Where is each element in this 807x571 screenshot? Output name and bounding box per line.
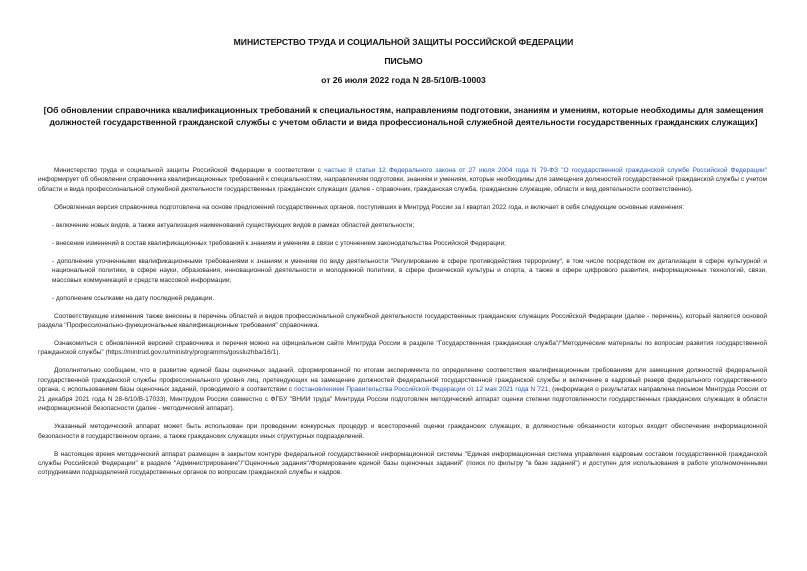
resolution-reference-link[interactable]: постановлением Правительства Российской Федерации от 12 мая 2021 года N 721 — [294, 386, 549, 394]
document-authority: МИНИСТЕРСТВО ТРУДА И СОЦИАЛЬНОЙ ЗАЩИТЫ РОССИЙСКОЙ ФЕДЕРАЦИИ — [233, 37, 574, 47]
document-type: ПИСЬМО — [384, 56, 423, 66]
list-item: - включение новых видов, а также актуализация наименований существующих видов в рамках областей деятельности; — [52, 221, 415, 229]
law-reference-link[interactable]: частью 8 статьи 12 Федерального закона от 27 июля 2004 года N 79-ФЗ "О государственной гражданской службе Российской Федерации" — [324, 167, 767, 174]
paragraph-website: Ознакомиться с обновленной версией справочника и перечня можно на официальном сайте Минтруда России в разделе "Государственная гражданская служба"/"Методические материалы по вопросам развития государственной гражданской службы" (https://mintrud.gov.ru/ministry/programms/gossluzhba/16/1). — [38, 339, 767, 357]
paragraph-placement: В настоящее время методический аппарат размещен в закрытом контуре федеральной государственной информационной системы "Единая информационная система управления кадровым составом государственной гражданской службы Российской Федерации" в разделе "Администрирование"/"Оценочные задания"/Формирование единой базы оценочных заданий" (поиск по фильтру "в базе заданий") и доступен для использования в работе уполномоченными сотрудниками подразделений государственных органов по вопросам гражданской службы и кадров. — [38, 450, 767, 477]
paragraph-intro — [38, 166, 767, 194]
paragraph-text: Министерство труда и социальной защиты Российской Федерации в соответствии с — [54, 167, 325, 174]
document-title: [Об обновлении справочника квалификационных требований к специальностям, направлениям подготовки, знаниям и умениям, которые необходимы для замещения должностей государственной гражданской службы с учетом области и вида профессиональной служебной деятельности государственных гражданских служащих] — [43, 105, 764, 127]
document-body — [38, 166, 767, 486]
paragraph-changes: Обновленная версия справочника подготовлена на основе предложений государственных органов, поступивших в Минтруд России за I квартал 2022 года, и включает в себя следующие основные изменения: — [54, 203, 685, 211]
list-item: - дополнение уточненными квалификационными требованиями к знаниям и умениям по виду деятельности "Регулирование в сфере противодействия терроризму", в том числе посредством их детализации в сфере культурной и национальной политики, в сфере науки, образования, инновационной деятельности и молодежной политики, в сфере физической культуры и спорта, а также в сфере цифрового развития, информационных технологий, связи, массовых коммуникаций и средств массовой информации; — [52, 257, 767, 284]
paragraph-text: Дополнительно сообщаем, что в развитие единой базы оценочных заданий, сформированной по итогам эксперимента по определению соответствия квалификационным требованиям для замещения должностей федеральной государственной гражданской службы профессионального уровня лиц, претендующих на замещение должностей федеральной государственной гражданской службы и включение в кадровый резерв федерального государственного органа, с использованием базы оценочных заданий, проводимого в соответствии с — [38, 367, 767, 394]
paragraph-usage: Указанный методический аппарат может быть использован при проведении конкурсных процедур и всесторонней оценки гражданских служащих, в должностные обязанности которых входит обеспечение информационной безопасности в государственном органе, а также гражданских служащих иных структурных подразделений. — [38, 423, 767, 440]
paragraph-text: информирует об обновлении справочника квалификационных требований к специальностям, направлениям подготовки, знаниям и умениям, которые необходимы для замещения должностей государственной гражданской службы с учетом области и вида профессиональной служебной деятельности государственных гражданских служащих (далее - справочник, гражданская служба, гражданские служащие, области и вид деятельности соответственно). — [38, 176, 767, 193]
paragraph-text: , (информация о результатах направлена письмом Минтруда России от 21 декабря 2021 года N 28-6/10/В-17033), Минтрудом России совместно с ФГБУ "ВНИИ труда" Минтруда России подготовлен методический аппарат оценки степени подготовленности государственных гражданских служащих в области информационной безопасности (далее - методический аппарат). — [38, 386, 768, 413]
paragraph-assessment — [38, 366, 767, 413]
document-date-number: от 26 июля 2022 года N 28-5/10/В-10003 — [321, 75, 486, 85]
paragraph-list-changes: Соответствующие изменения также внесены в перечень областей и видов профессиональной служебной деятельности государственных гражданских служащих Российской Федерации (далее - перечень), который является основой раздела "Профессионально-функциональные квалификационные требования" справочника. — [38, 312, 767, 329]
list-item: - внесение изменений в состав квалификационных требований к знаниям и умениям в связи с уточнением законодательства Российской Федерации; — [52, 239, 506, 247]
list-item: - дополнение ссылками на дату последней редакции. — [52, 294, 215, 302]
